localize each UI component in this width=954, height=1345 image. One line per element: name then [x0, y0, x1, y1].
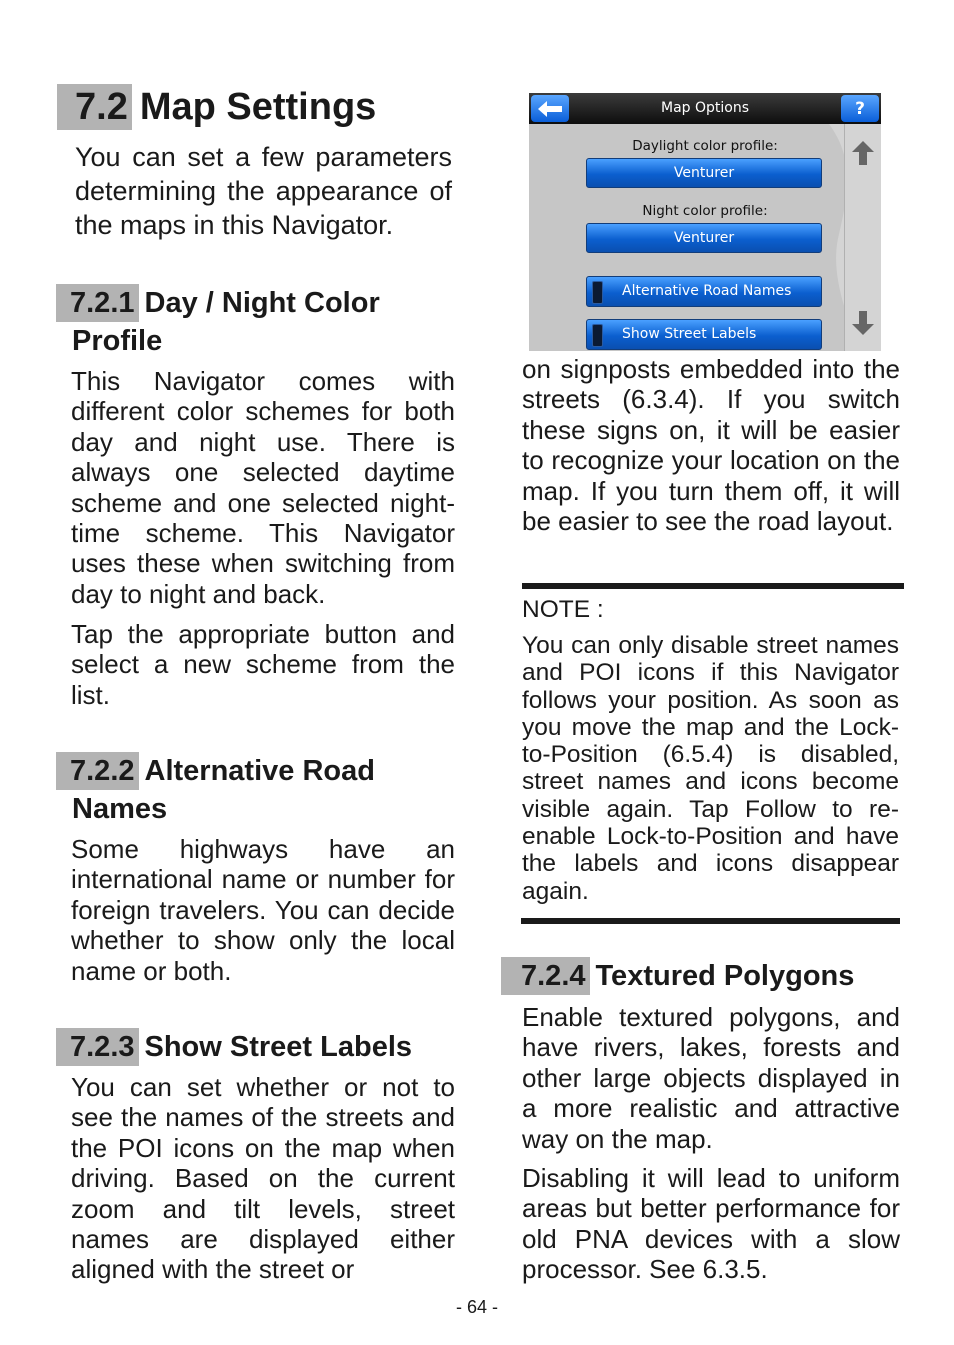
screen-title: Map Options: [660, 100, 749, 116]
daylight-profile-button[interactable]: Venturer: [586, 158, 822, 188]
daylight-profile-label: Daylight color profile:: [632, 138, 778, 154]
heading-7-2-4: [501, 957, 854, 995]
alternative-road-names-toggle[interactable]: [586, 276, 822, 307]
section-number: 7.2.4: [501, 957, 590, 995]
night-profile-label: Night color profile:: [642, 203, 768, 219]
section-title: Map Settings: [139, 86, 377, 128]
section-title: Show Street Labels: [144, 1031, 413, 1063]
help-icon: ?: [855, 98, 865, 119]
toggle-indicator: [592, 324, 603, 347]
toggle-label: Alternative Road Names: [622, 283, 792, 299]
note-text: You can only disable street names and POI icons if this Navigator follows your position. As soon as you move the map and the Lock-to-Position (6.5.4) is disabled, street names and icons become visible again. Tap Follow to re-enable Lock-to-Position and have the labels and icons disappear again.: [522, 632, 899, 905]
paragraph: Some highways have an international name or number for foreign travelers. You can decide whether to show only the local name or both.: [71, 834, 455, 986]
paragraph: You can set whether or not to see the names of the streets and the POI icons on the map when driving. Based on the current zoom and tilt levels, street names are displayed either aligned with the street or: [71, 1072, 455, 1285]
section-number: 7.2.2: [56, 752, 139, 790]
scrollbar[interactable]: [844, 124, 881, 351]
section-title-cont: Names: [72, 793, 168, 825]
help-button[interactable]: [841, 95, 879, 122]
paragraph-continued: on signposts embedded into the streets (6.3.4). If you switch these signs on, it will be easier to recognize your location on the map. If you turn them off, it will be easier to see the road layout.: [522, 354, 900, 537]
map-options-screenshot: [529, 93, 881, 351]
note-bottom-rule: [521, 918, 900, 924]
paragraph: Enable textured polygons, and have rivers, lakes, forests and other large objects displayed in a more realistic and attractive way on the map.: [522, 1002, 900, 1154]
page-title: [57, 84, 376, 130]
paragraph: This Navigator comes with different color schemes for both day and night use. There is always one selected daytime scheme and one selected night-time scheme. This Navigator uses these when switching from day to night and back.: [71, 366, 455, 609]
heading-7-2-2: [56, 752, 375, 828]
toggle-indicator: [592, 281, 603, 304]
heading-7-2-3: [56, 1028, 412, 1066]
section-title: Alternative Road: [144, 755, 375, 787]
paragraph: Disabling it will lead to uniform areas but better performance for old PNA devices with a slow processor. See 6.3.5.: [522, 1163, 900, 1285]
section-number: 7.2.3: [56, 1028, 139, 1066]
show-street-labels-toggle[interactable]: [586, 319, 822, 350]
intro-paragraph: You can set a few parameters determining the appearance of the maps in this Navigator.: [75, 142, 452, 240]
section-number: 7.2.1: [56, 284, 139, 322]
scroll-down-arrow-icon[interactable]: [851, 310, 875, 336]
section-title: Day / Night Color: [144, 287, 380, 319]
section-title-cont: Profile: [72, 325, 163, 357]
toggle-label: Show Street Labels: [622, 326, 757, 342]
night-profile-button[interactable]: Venturer: [586, 223, 822, 253]
note-top-rule: [522, 583, 904, 589]
section-title: Textured Polygons: [595, 960, 855, 992]
paragraph: Tap the appropriate button and select a new scheme from the list.: [71, 619, 455, 710]
section-number: 7.2: [57, 84, 132, 130]
heading-7-2-1: [56, 284, 380, 360]
note-label: NOTE :: [522, 596, 604, 623]
page-number: - 64 -: [455, 1297, 498, 1317]
